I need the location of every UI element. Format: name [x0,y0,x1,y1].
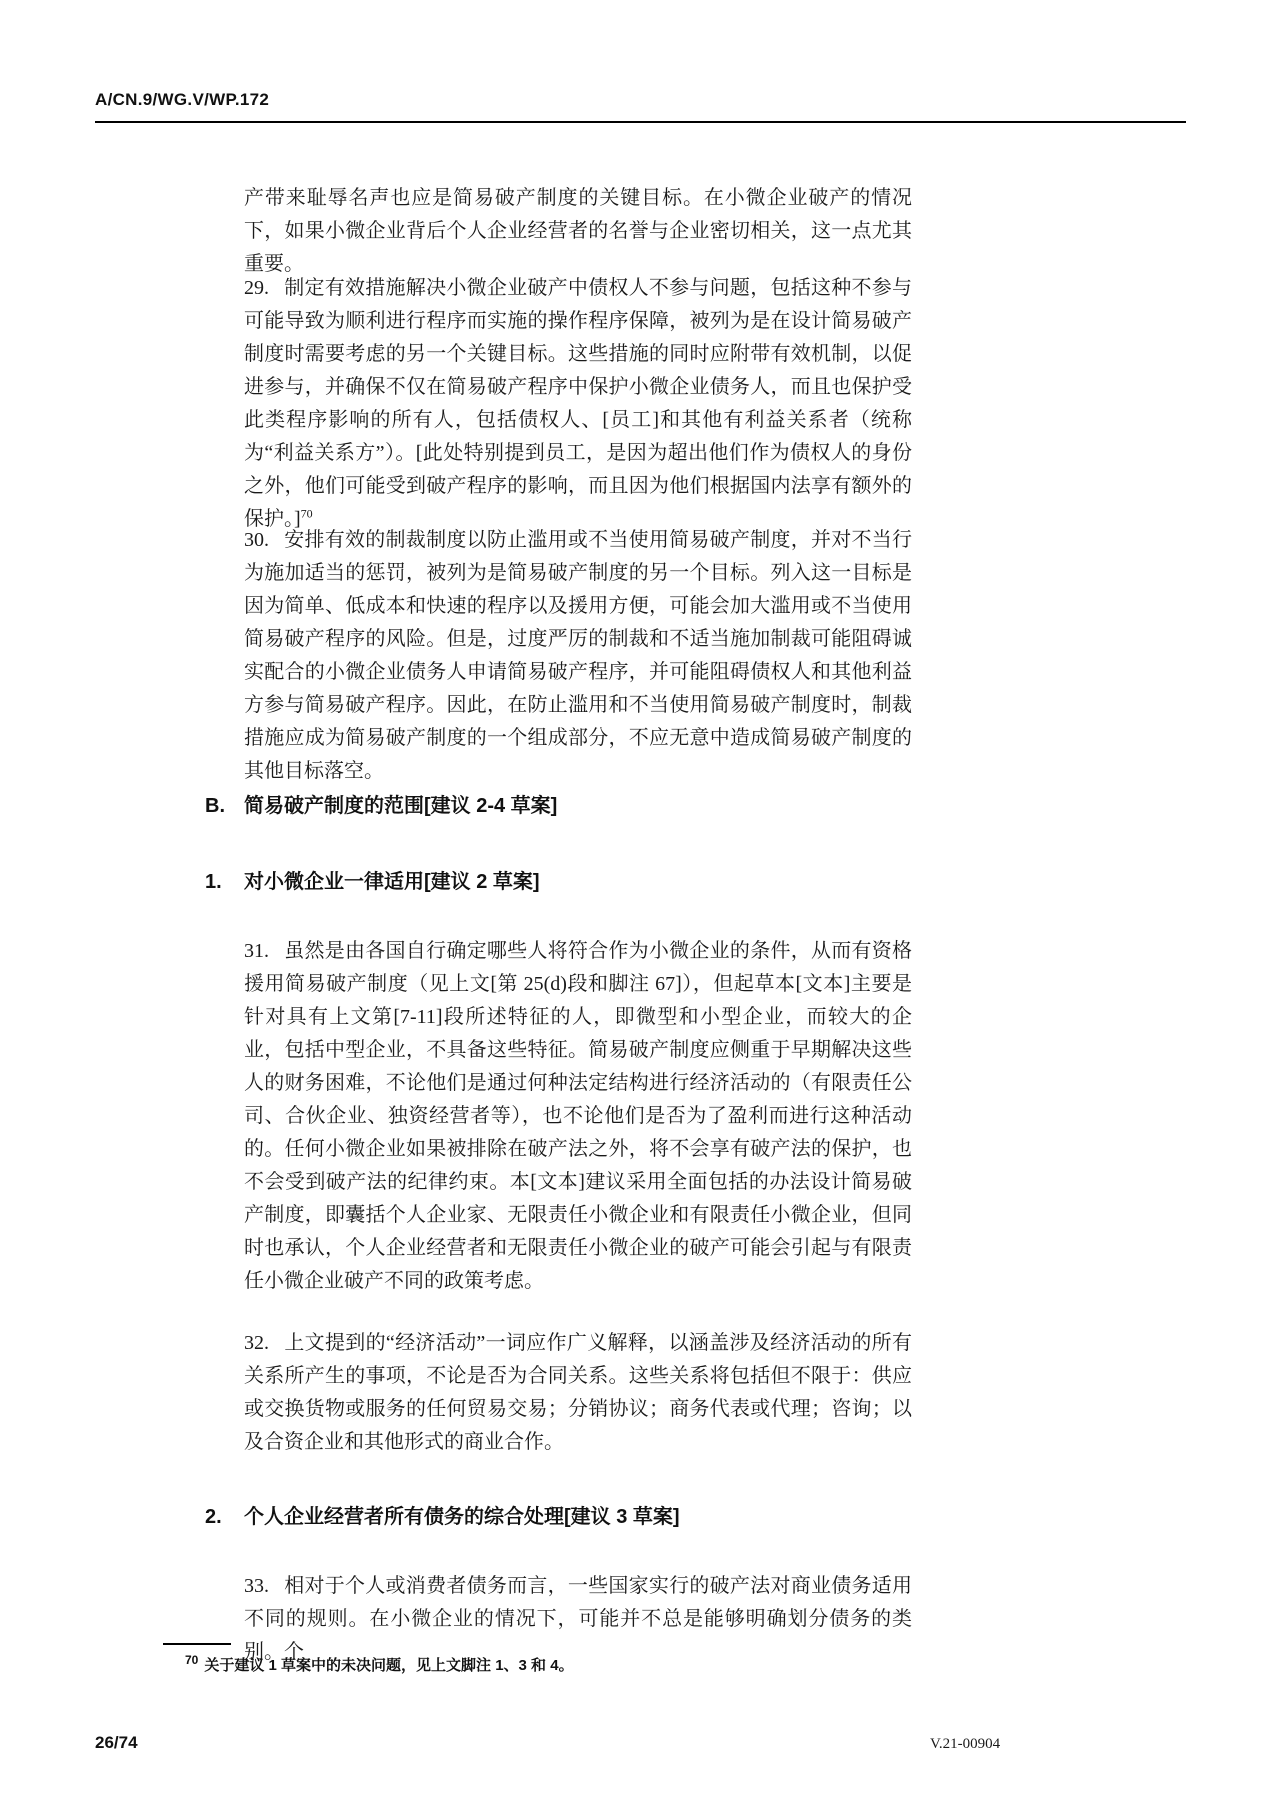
doc-symbol: A/CN.9/WG.V/WP.172 [95,90,270,109]
footnote-70 [185,1655,805,1677]
paragraph-text: 安排有效的制裁制度以防止滥用或不当使用简易破产制度，并对不当行为施加适当的惩罚，被列为是简易破产制度的另一个目标。列入这一目标是因为简单、低成本和快速的程序以及援用方便，可能会加大滥用或不当使用简易破产程序的风险。但是，过度严厉的制裁和不适当施加制裁可能阻碍诚实配合的小微企业债务人申请简易破产程序，并可能阻碍债权人和其他利益方参与简易破产程序。因此，在防止滥用和不当使用简易破产制度时，制裁措施应成为简易破产制度的一个组成部分，不应无意中造成简易破产制度的其他目标落空。 [244,529,912,782]
paragraph-number: 31. [244,940,269,962]
footnote-text: 关于建议 1 草案中的未决问题，见上文脚注 1、3 和 4。 [204,1657,574,1674]
paragraph-number: 33. [244,1575,269,1597]
paragraph-31 [244,935,912,1298]
header-rule [95,121,1186,123]
page-number: 26/74 [95,1733,138,1752]
paragraph-number: 29. [244,277,269,299]
heading-number: B. [205,794,225,817]
paragraph-text: 产带来耻辱名声也应是简易破产制度的关键目标。在小微企业破产的情况下，如果小微企业背后个人企业经营者的名誉与企业密切相关，这一点尤其重要。 [244,187,912,275]
footnote-reference: 70 [300,506,313,521]
paragraph-number: 32. [244,1332,269,1354]
section-heading-b [205,791,925,821]
paragraph-text: 虽然是由各国自行确定哪些人将符合作为小微企业的条件，从而有资格援用简易破产制度（见上文[第 25(d)段和脚注 67]），但起草本[文本]主要是针对具有上文第[7-11]段所述特征的人，即微型和小型企业，而较大的企业，包括中型企业，不具备这些特征。简易破产制度应侧重于早期解决这些人的财务困难，不论他们是通过何种法定结构进行经济活动的（有限责任公司、合伙企业、独资经营者等），也不论他们是否为了盈利而进行这种活动的。任何小微企业如果被排除在破产法之外，将不会享有破产法的保护，也不会受到破产法的纪律约束。本[文本]建议采用全面包括的办法设计简易破产制度，即囊括个人企业家、无限责任小微企业和有限责任小微企业，但同时也承认，个人企业经营者和无限责任小微企业的破产可能会引起与有限责任小微企业破产不同的政策考虑。 [244,940,912,1292]
document-id: V.21-00904 [930,1736,1001,1752]
subsection-heading-1 [205,867,925,897]
heading-text: 个人企业经营者所有债务的综合处理[建议 3 草案] [244,1506,680,1528]
paragraph-32 [244,1327,912,1459]
paragraph-text: 制定有效措施解决小微企业破产中债权人不参与问题，包括这种不参与可能导致为顺利进行程序而实施的操作程序保障，被列为是在设计简易破产制度时需要考虑的另一个关键目标。这些措施的同时应附带有效机制，以促进参与，并确保不仅在简易破产程序中保护小微企业债务人，而且也保护受此类程序影响的所有人，包括债权人、[员工]和其他有利益关系者（统称为“利益关系方”）。[此处特别提到员工，是因为超出他们作为债权人的身份之外，他们可能受到破产程序的影响，而且因为他们根据国内法享有额外的保护。] [244,277,912,530]
paragraph-30 [244,524,912,788]
paragraph-29 [244,272,912,536]
heading-number: 2. [205,1506,222,1528]
subsection-heading-2 [205,1502,925,1532]
heading-text: 简易破产制度的范围[建议 2-4 草案] [244,794,558,817]
paragraph-number: 30. [244,529,269,551]
paragraph-text: 上文提到的“经济活动”一词应作广义解释，以涵盖涉及经济活动的所有关系所产生的事项，不论是否为合同关系。这些关系将包括但不限于：供应或交换货物或服务的任何贸易交易；分销协议；商务代表或代理；咨询；以及合资企业和其他形式的商业合作。 [244,1332,912,1453]
continuation-paragraph [244,182,912,281]
heading-number: 1. [205,871,222,893]
paragraph-text: 相对于个人或消费者债务而言，一些国家实行的破产法对商业债务适用不同的规则。在小微企业的情况下，可能并不总是能够明确划分债务的类别。个 [244,1575,912,1663]
footnote-marker: 70 [185,1653,199,1667]
heading-text: 对小微企业一律适用[建议 2 草案] [244,871,540,893]
footnote-separator [163,1643,231,1645]
